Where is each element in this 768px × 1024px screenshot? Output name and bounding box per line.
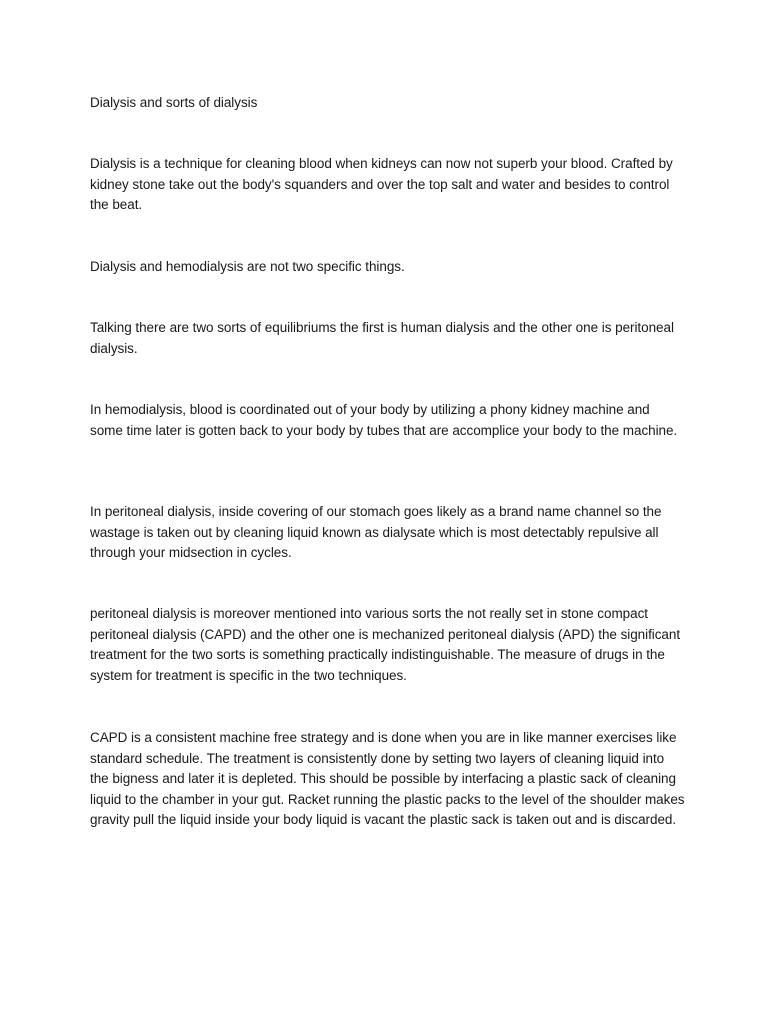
paragraph-dialysis-hemodialysis: Dialysis and hemodialysis are not two specific things. (90, 259, 405, 274)
paragraph-peritoneal-dialysis: In peritoneal dialysis, inside covering of our stomach goes likely as a brand name channel so the wastage is taken out by cleaning liquid known as dialysate which is most detectably repulsive all through your midsection in cycles. (90, 504, 662, 561)
paragraph-hemodialysis: In hemodialysis, blood is coordinated out of your body by utilizing a phony kidney machine and some time later is gotten back to your body by tubes that are accomplice your body to the machine. (90, 402, 678, 438)
paragraph-dialysis-definition: Dialysis is a technique for cleaning blood when kidneys can now not superb your blood. Crafted by kidney stone take out the body's squanders and over the top salt and water and besides to control the beat. (90, 156, 673, 213)
paragraph-capd: CAPD is a consistent machine free strategy and is done when you are in like manner exercises like standard schedule. The treatment is consistently done by setting two layers of cleaning liquid into the bigness and later it is depleted. This should be possible by interfacing a plastic sack of cleaning liquid to the chamber in your gut. Racket running the plastic packs to the level of the shoulder makes gravity pull the liquid inside your body liquid is vacant the plastic sack is taken out and is discarded. (90, 730, 685, 828)
document-title: Dialysis and sorts of dialysis (90, 95, 258, 110)
paragraph-capd-apd: peritoneal dialysis is moreover mentioned into various sorts the not really set in stone compact peritoneal dialysis (CAPD) and the other one is mechanized peritoneal dialysis (APD) the significant treatment for the two sorts is something practically indistinguishable. The measure of drugs in the system for treatment is specific in the two techniques. (90, 606, 681, 683)
paragraph-two-sorts: Talking there are two sorts of equilibriums the first is human dialysis and the other one is peritoneal dialysis. (90, 320, 674, 356)
